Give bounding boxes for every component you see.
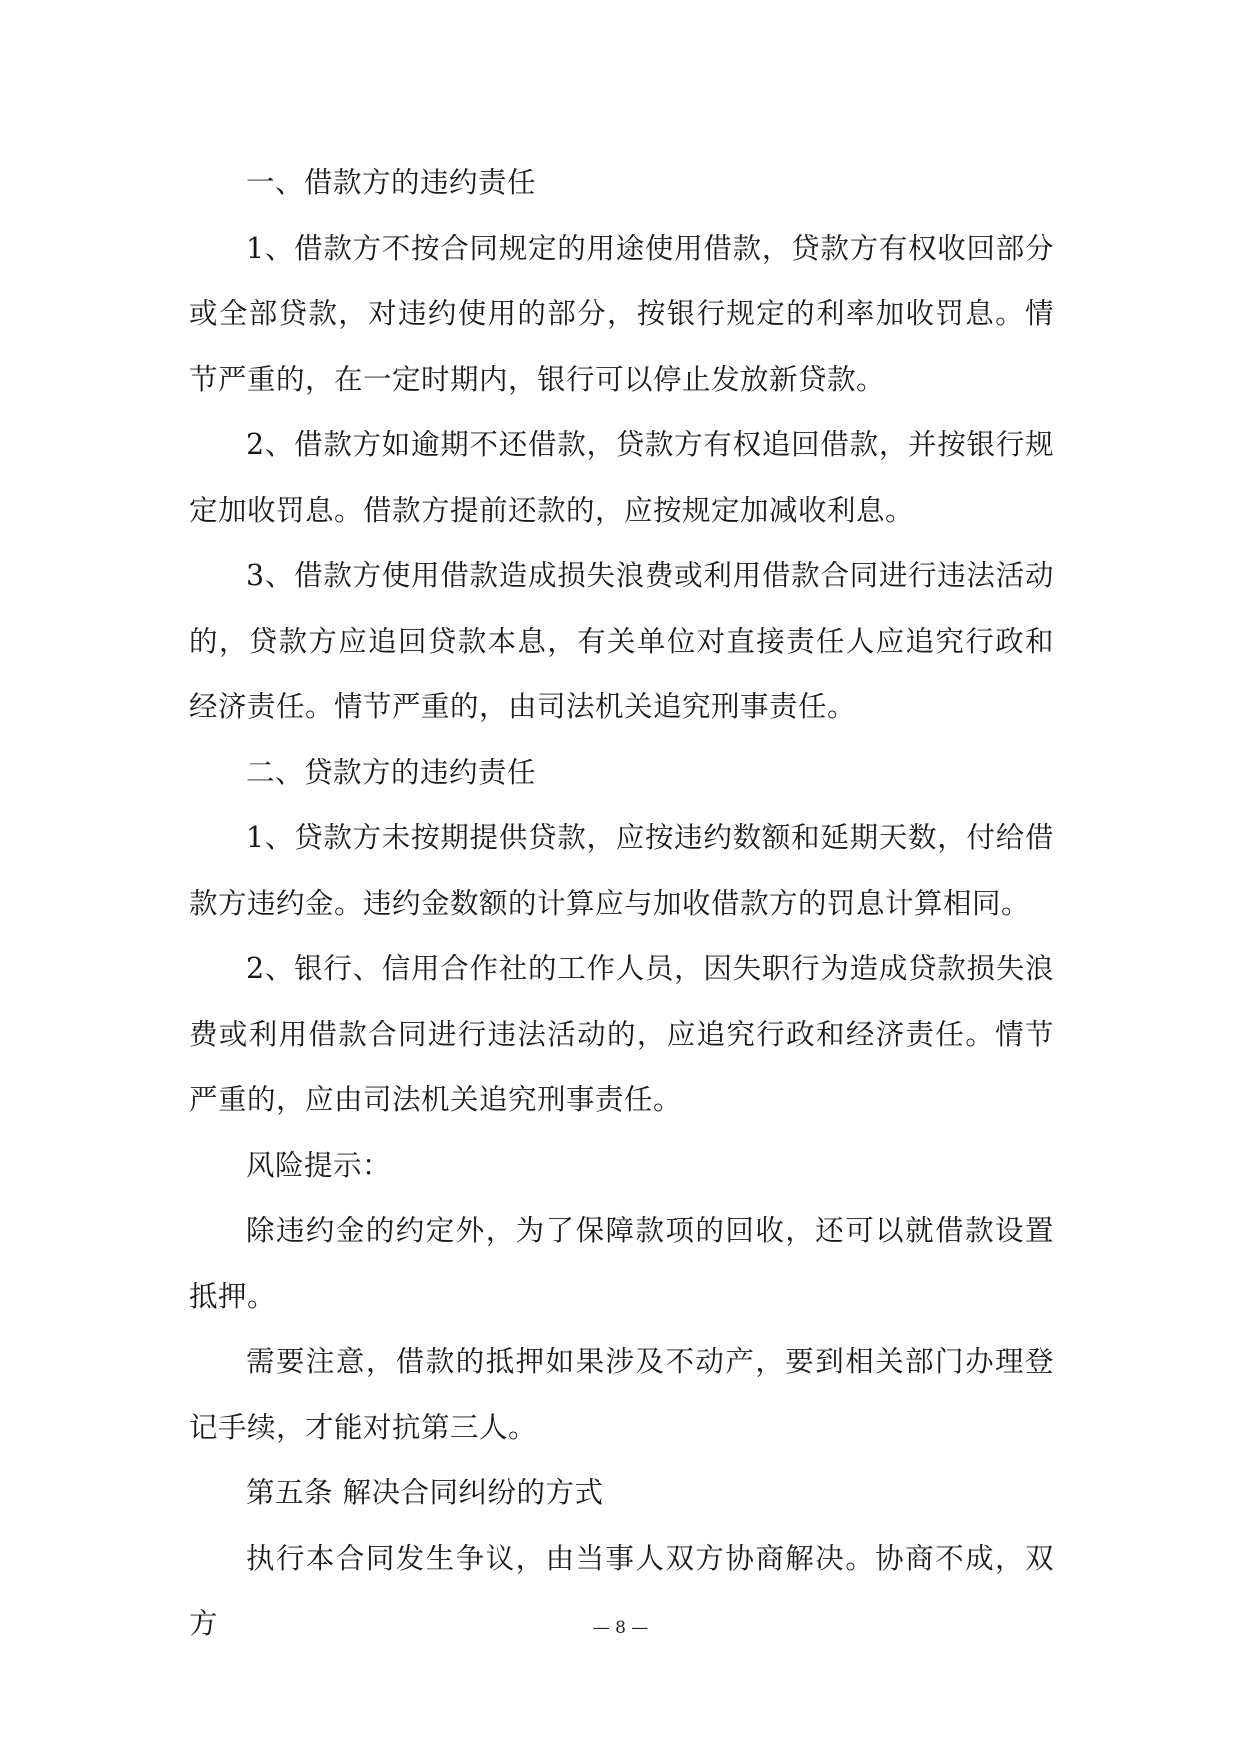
document-body xyxy=(189,150,1054,1657)
section-heading-borrower-liability: 一、借款方的违约责任 xyxy=(246,166,537,199)
paragraph-borrower-clause-2: 2、借款方如逾期不还借款，贷款方有权追回借款，并按银行规定加收罚息。借款方提前还款的，应按规定加减收利息。 xyxy=(189,428,1054,527)
page-number: — 8 — xyxy=(592,1618,649,1638)
section-heading-lender-liability: 二、贷款方的违约责任 xyxy=(246,755,537,789)
paragraph-borrower-clause-1: 1、借款方不按合同规定的用途使用借款，贷款方有权收回部分或全部贷款，对违约使用的部分，按银行规定的利率加收罚息。情节严重的，在一定时期内，银行可以停止发放新贷款。 xyxy=(189,231,1054,396)
paragraph-borrower-clause-3: 3、借款方使用借款造成损失浪费或利用借款合同进行违法活动的，贷款方应追回贷款本息，有关单位对直接责任人应追究行政和经济责任。情节严重的，由司法机关追究刑事责任。 xyxy=(189,559,1054,723)
paragraph-lender-clause-2: 2、银行、信用合作社的工作人员，因失职行为造成贷款损失浪费或利用借款合同进行违法活动的，应追究行政和经济责任。情节严重的，应由司法机关追究刑事责任。 xyxy=(189,952,1054,1116)
risk-notice-heading: 风险提示： xyxy=(246,1148,392,1182)
paragraph-risk-mortgage: 除违约金的约定外，为了保障款项的回收，还可以就借款设置抵押。 xyxy=(189,1214,1054,1313)
paragraph-lender-clause-1: 1、贷款方未按期提供贷款，应按违约数额和延期天数，付给借款方违约金。违约金数额的计算应与加收借款方的罚息计算相同。 xyxy=(189,821,1054,920)
paragraph-risk-registration: 需要注意，借款的抵押如果涉及不动产，要到相关部门办理登记手续，才能对抗第三人。 xyxy=(189,1345,1054,1444)
paragraph-dispute-resolution: 执行本合同发生争议，由当事人双方协商解决。协商不成，双方 xyxy=(189,1541,1054,1640)
article-five-heading: 第五条 解决合同纠纷的方式 xyxy=(246,1476,604,1509)
